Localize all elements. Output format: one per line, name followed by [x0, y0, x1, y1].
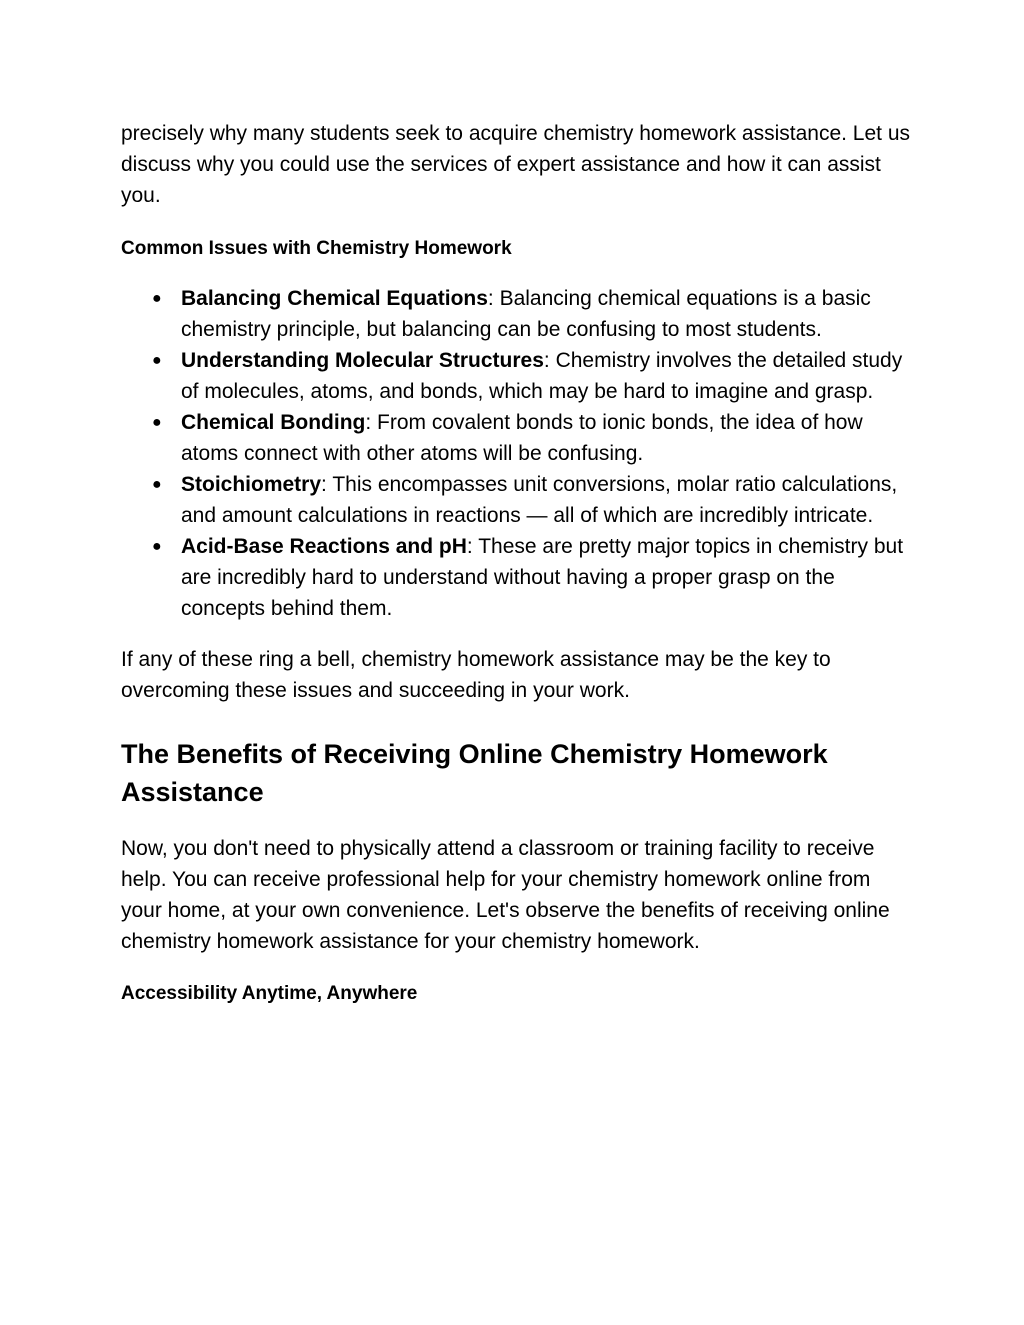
bullet-icon: ●	[152, 414, 162, 431]
list-item	[121, 531, 911, 624]
list-item-description: : These are pretty major topics in chemistry but are incredibly hard to understand without having a proper grasp on the concepts behind them.	[181, 535, 904, 620]
benefits-heading: The Benefits of Receiving Online Chemistry Homework Assistance	[121, 739, 828, 807]
list-item-description: : Balancing chemical equations is a basic chemistry principle, but balancing can be confusing to most students.	[181, 287, 871, 341]
bullet-icon: ●	[152, 352, 162, 369]
intro-paragraph: precisely why many students seek to acquire chemistry homework assistance. Let us discuss why you could use the services of expert assistance and how it can assist you.	[121, 122, 911, 207]
list-item-term: Balancing Chemical Equations	[181, 287, 488, 310]
list-item-term: Chemical Bonding	[181, 411, 366, 434]
list-item-description: : Chemistry involves the detailed study of molecules, atoms, and bonds, which may be hard to imagine and grasp.	[181, 349, 903, 403]
list-item	[121, 469, 911, 531]
accessibility-subheading: Accessibility Anytime, Anywhere	[121, 983, 418, 1004]
list-item-term: Stoichiometry	[181, 473, 322, 496]
benefits-paragraph: Now, you don't need to physically attend a classroom or training facility to receive help. You can receive professional help for your chemistry homework online from your home, at your own convenience. Let's observe the benefits of receiving online chemistry homework assistance for your chemistry homework.	[121, 837, 890, 953]
bullet-icon: ●	[152, 476, 162, 493]
document-page	[121, 118, 911, 1008]
common-issues-list	[121, 283, 911, 624]
list-item-term: Understanding Molecular Structures	[181, 349, 544, 372]
list-item-term: Acid-Base Reactions and pH	[181, 535, 467, 558]
list-item-description: : From covalent bonds to ionic bonds, the idea of how atoms connect with other atoms will be confusing.	[181, 411, 863, 465]
list-item	[121, 407, 911, 469]
list-item	[121, 345, 911, 407]
bullet-icon: ●	[152, 538, 162, 555]
list-item	[121, 283, 911, 345]
issues-closing-paragraph: If any of these ring a bell, chemistry homework assistance may be the key to overcoming these issues and succeeding in your work.	[121, 648, 831, 702]
bullet-icon: ●	[152, 290, 162, 307]
common-issues-heading: Common Issues with Chemistry Homework	[121, 238, 512, 259]
list-item-description: : This encompasses unit conversions, molar ratio calculations, and amount calculations in reactions — all of which are incredibly intricate.	[181, 473, 898, 527]
